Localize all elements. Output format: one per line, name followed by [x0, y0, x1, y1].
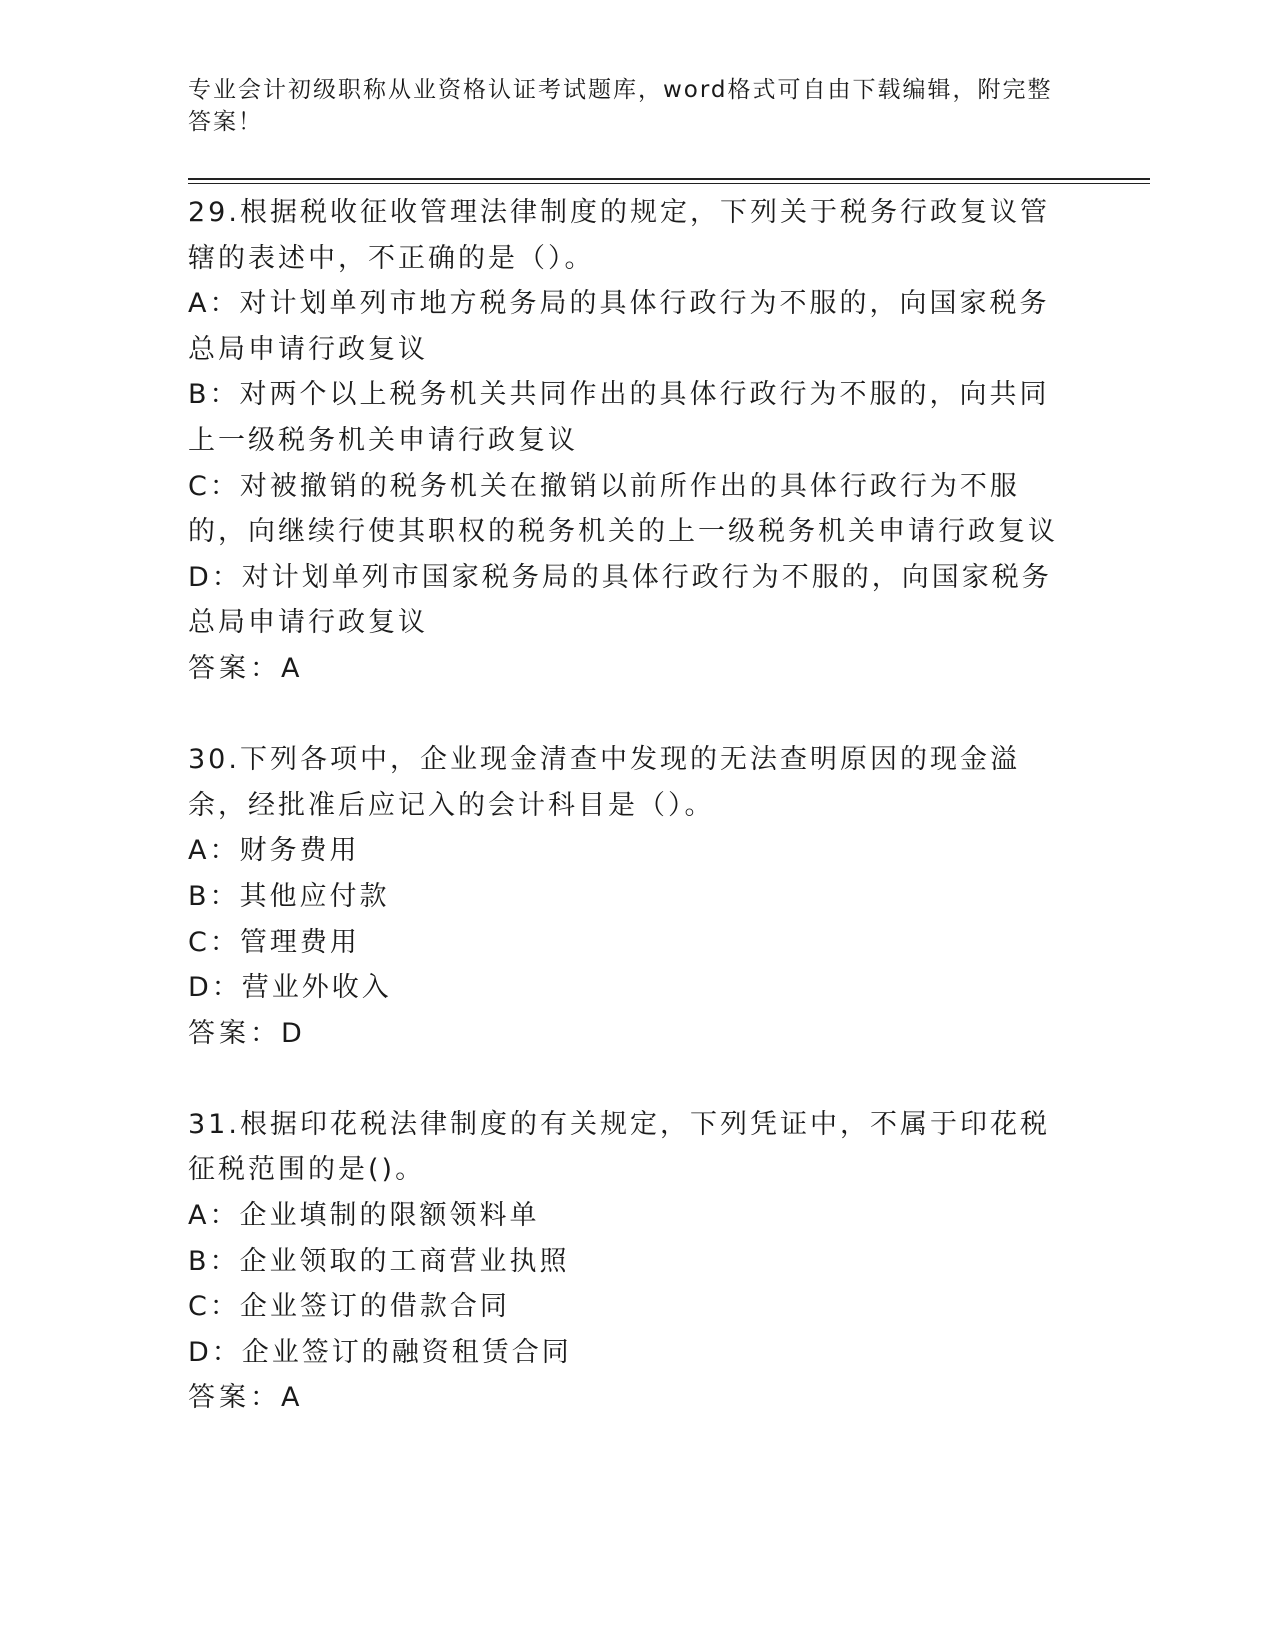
- option-d: D：营业外收入: [188, 972, 392, 1004]
- answer-value: A: [281, 652, 303, 684]
- question-stem: 30.下列各项中，企业现金清查中发现的无法查明原因的现金溢余，经批准后应记入的会计科目是（）。: [188, 744, 1020, 821]
- option-c: C：管理费用: [188, 926, 360, 958]
- option-a: A：企业填制的限额领料单: [188, 1200, 540, 1232]
- option-a: A：对计划单列市地方税务局的具体行政行为不服的，向国家税务总局申请行政复议: [188, 288, 1050, 365]
- option-c: C：对被撤销的税务机关在撤销以前所作出的具体行政行为不服的，向继续行使其职权的税务机关的上一级税务机关申请行政复议: [188, 470, 1058, 548]
- answer-label: 答案：: [188, 652, 281, 684]
- question-31: [188, 1102, 1078, 1421]
- answer-label: 答案：: [188, 1382, 281, 1414]
- option-d: D：企业签订的融资租赁合同: [188, 1336, 572, 1368]
- answer-value: A: [281, 1382, 303, 1414]
- answer-line: [188, 1375, 1078, 1421]
- question-stem: 29.根据税收征收管理法律制度的规定，下列关于税务行政复议管辖的表述中，不正确的是（）。: [188, 197, 1050, 274]
- document-header: [188, 74, 1068, 138]
- answer-label: 答案：: [188, 1017, 281, 1049]
- answer-line: [188, 646, 1078, 692]
- answer-line: [188, 1011, 1078, 1057]
- option-d: D：对计划单列市国家税务局的具体行政行为不服的，向国家税务总局申请行政复议: [188, 561, 1052, 639]
- option-b: B：对两个以上税务机关共同作出的具体行政行为不服的，向共同上一级税务机关申请行政复议: [188, 379, 1050, 456]
- question-list: [188, 190, 1078, 1421]
- question-stem: 31.根据印花税法律制度的有关规定，下列凭证中，不属于印花税征税范围的是()。: [188, 1108, 1050, 1186]
- header-divider-thin: [188, 183, 1150, 184]
- option-b: B：其他应付款: [188, 880, 390, 912]
- answer-value: D: [281, 1017, 305, 1049]
- header-text: 专业会计初级职称从业资格认证考试题库，word格式可自由下载编辑，附完整答案！: [188, 77, 1053, 135]
- option-a: A：财务费用: [188, 835, 360, 867]
- option-b: B：企业领取的工商营业执照: [188, 1245, 570, 1277]
- option-c: C：企业签订的借款合同: [188, 1291, 510, 1323]
- header-divider-thick: [188, 178, 1150, 180]
- question-30: [188, 737, 1078, 1056]
- question-29: [188, 190, 1078, 692]
